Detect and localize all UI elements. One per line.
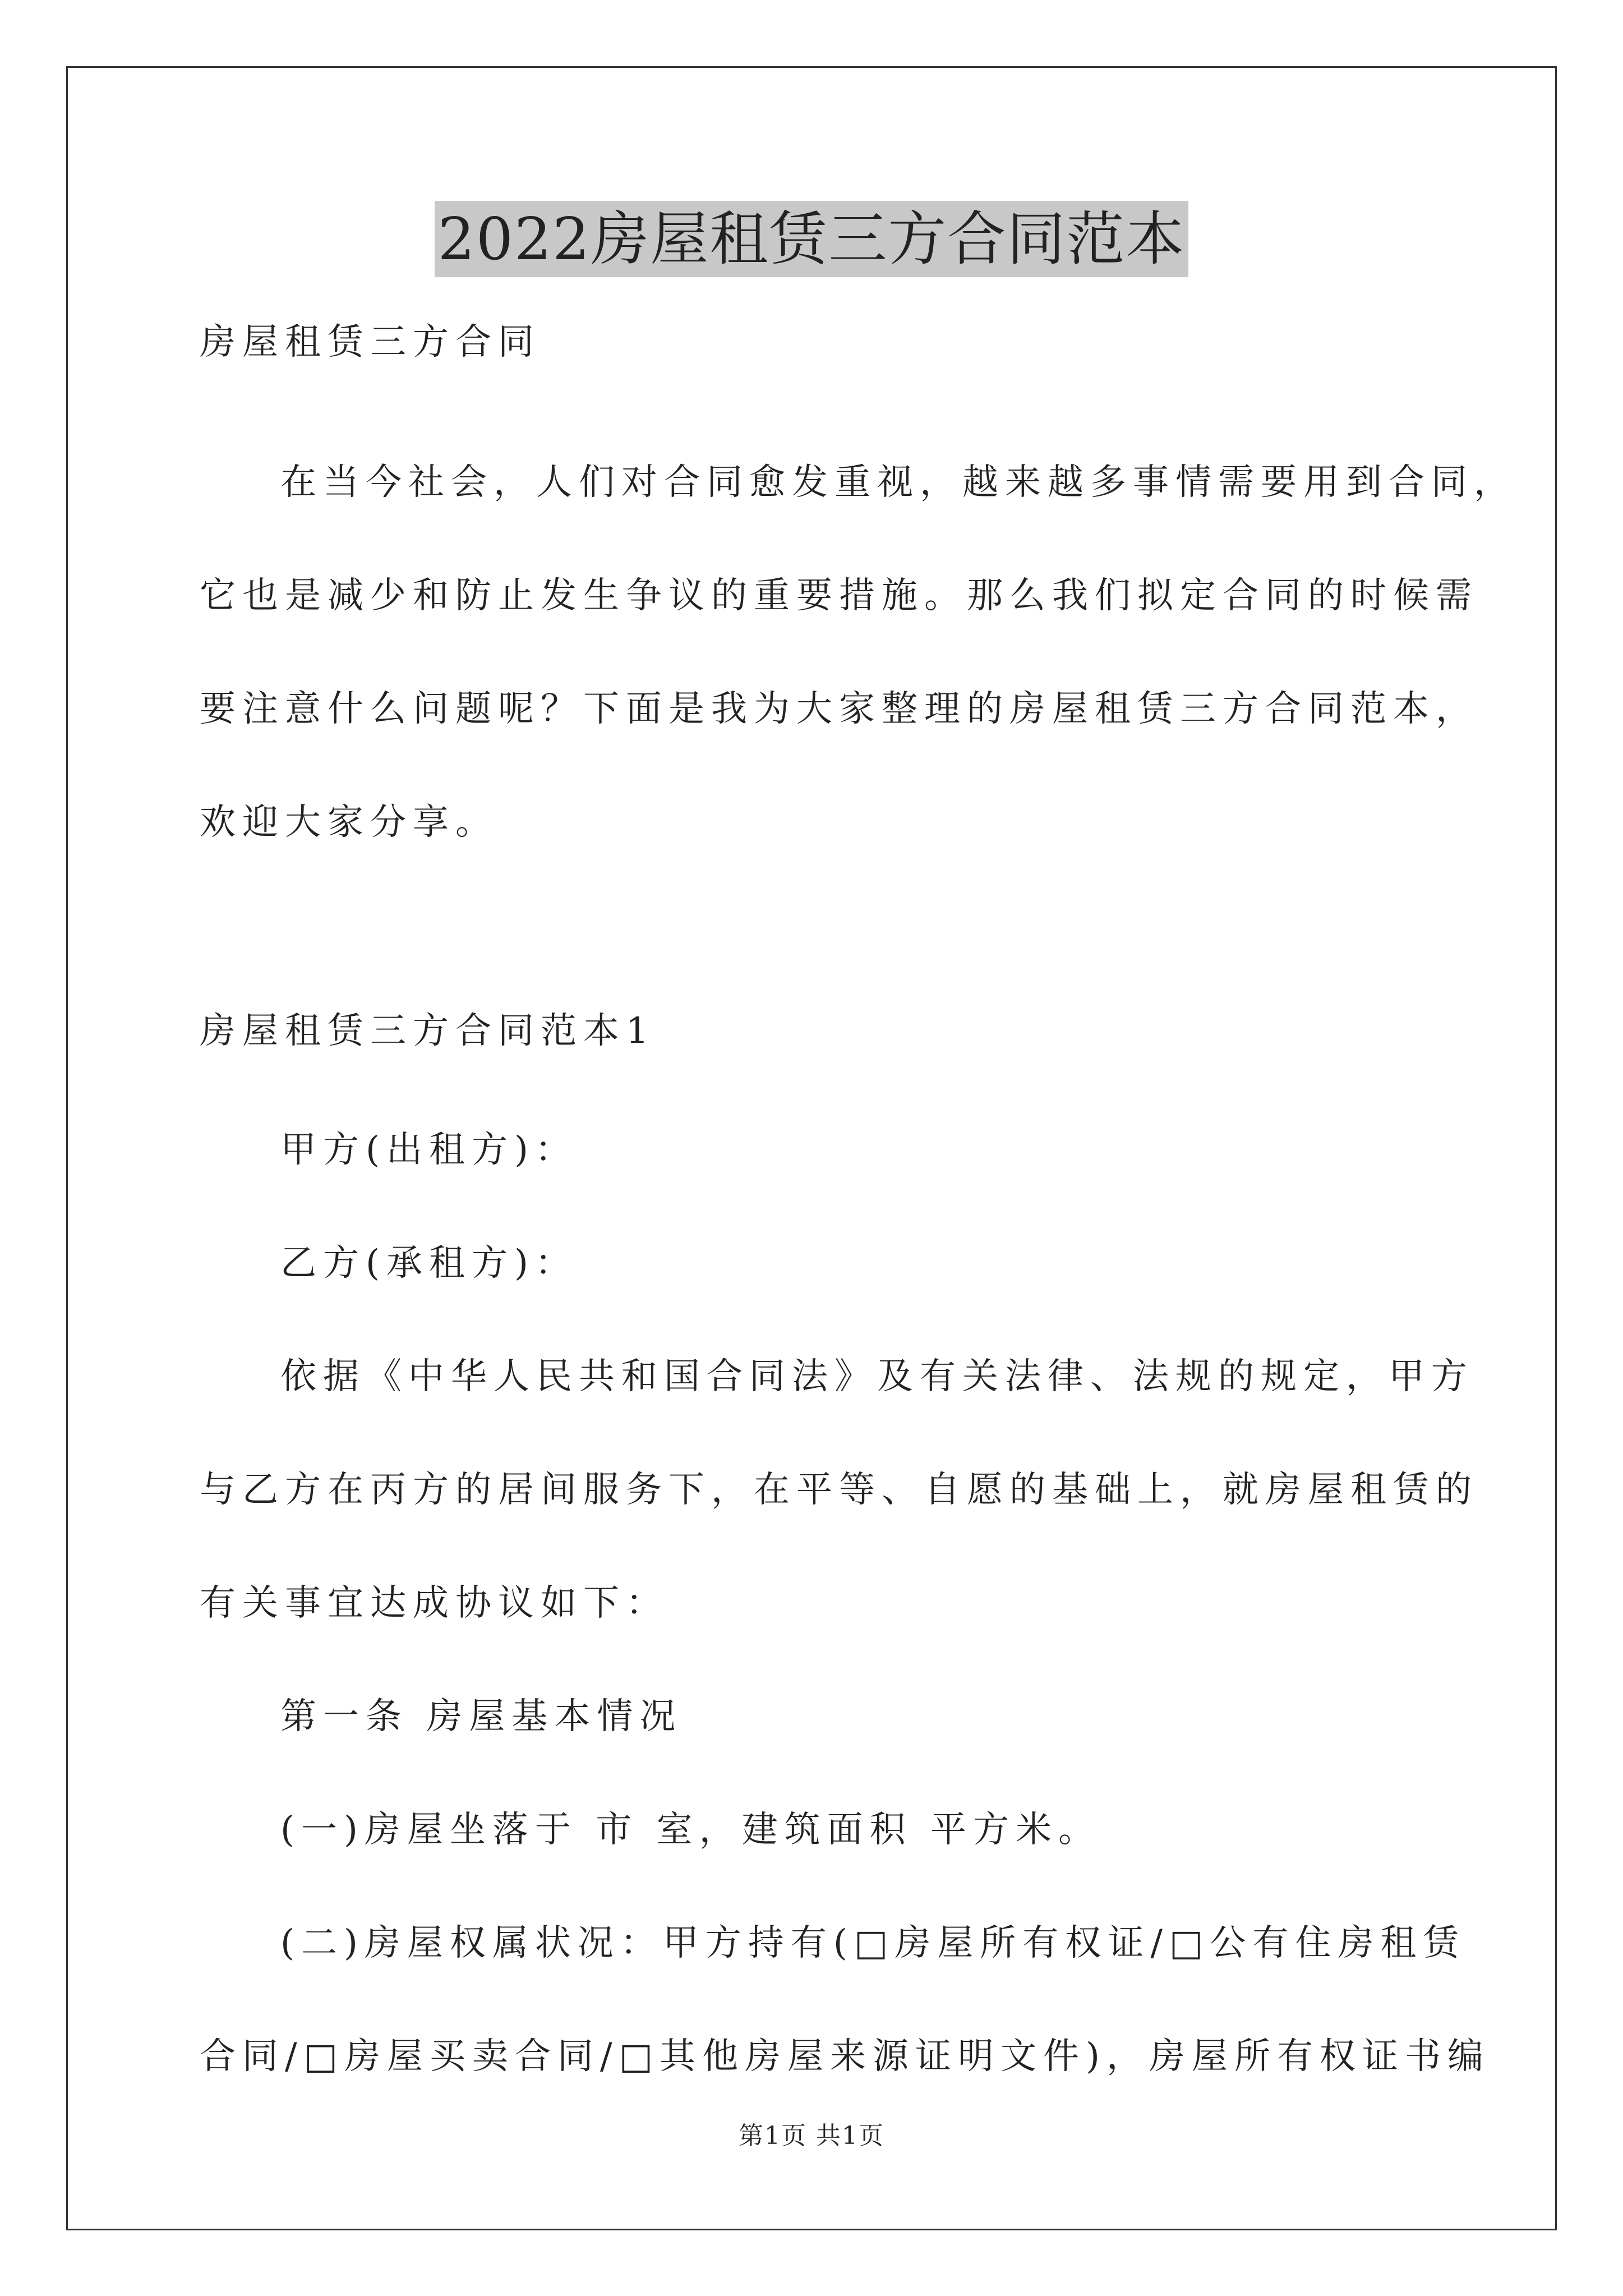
party-a-line: 甲方(出租方)：: [280, 1129, 578, 1171]
section-heading: 房屋租赁三方合同范本1: [200, 1010, 656, 1052]
paragraph-line: 它也是减少和防止发生争议的重要措施。那么我们拟定合同的时候需: [200, 575, 1478, 616]
article-heading: 第一条 房屋基本情况: [280, 1696, 683, 1737]
page-footer: 第1页 共1页: [739, 2122, 884, 2150]
paragraph-line: 合同/□房屋买卖合同/□其他房屋来源证明文件)，房屋所有权证书编: [200, 2036, 1491, 2077]
section-heading: 房屋租赁三方合同: [200, 321, 541, 363]
paragraph-line: 在当今社会，人们对合同愈发重视，越来越多事情需要用到合同，: [280, 462, 1516, 503]
document-title: 2022房屋租赁三方合同范本: [435, 201, 1189, 277]
paragraph-line: 要注意什么问题呢？下面是我为大家整理的房屋租赁三方合同范本，: [200, 688, 1478, 730]
paragraph-line: 依据《中华人民共和国合同法》及有关法律、法规的规定，甲方: [280, 1356, 1474, 1397]
paragraph-line: 有关事宜达成协议如下：: [200, 1582, 668, 1624]
paragraph-line: (二)房屋权属状况：甲方持有(□房屋所有权证/□公有住房租赁: [280, 1922, 1466, 1964]
paragraph-line: (一)房屋坐落于 市 室，建筑面积 平方米。: [280, 1809, 1101, 1851]
paragraph-line: 与乙方在丙方的居间服务下，在平等、自愿的基础上，就房屋租赁的: [200, 1469, 1478, 1511]
paragraph-line: 欢迎大家分享。: [200, 802, 498, 843]
title-container: [0, 201, 1623, 277]
party-b-line: 乙方(承租方)：: [280, 1243, 578, 1284]
